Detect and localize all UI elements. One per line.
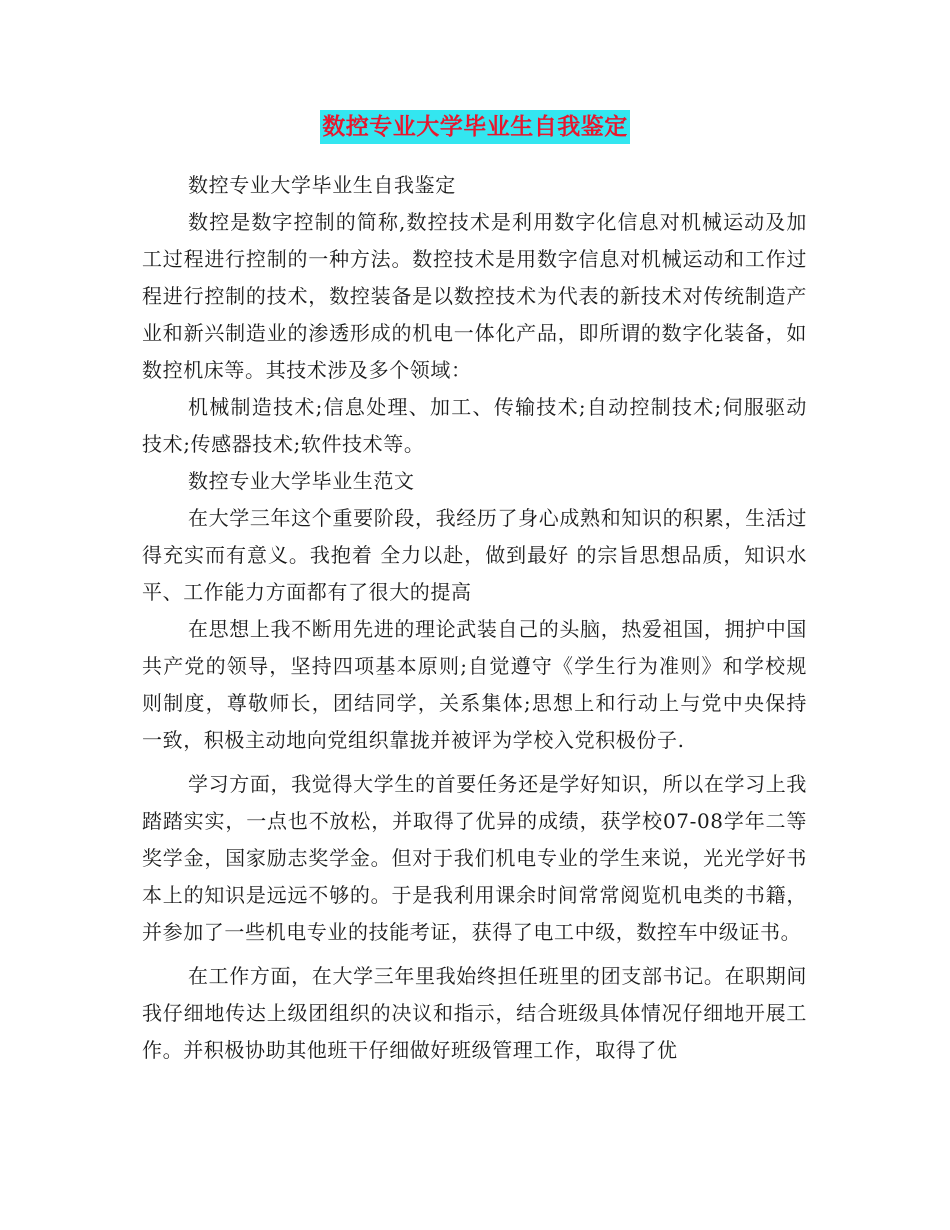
paragraph-intro: 在大学三年这个重要阶段，我经历了身心成熟和知识的积累，生活过得充实而有意义。我抱着 全力以赴，做到最好 的宗旨思想品质，知识水平、工作能力方面都有了很大的提高 (142, 506, 807, 604)
paragraph-sample-heading: 数控专业大学毕业生范文 (188, 469, 415, 493)
paragraph-study: 学习方面，我觉得大学生的首要任务还是学好知识，所以在学习上我踏踏实实，一点也不放松，并取得了优异的成绩，获学校07-08学年二等奖学金，国家励志奖学金。但对于我们机电专业的学生来说，光光学好书本上的知识是远远不够的。于是我利用课余时间常常阅览机电类的书籍，并参加了一些机电专业的技能考证，获得了电工中级，数控车中级证书。 (142, 772, 807, 944)
paragraph-thought: 在思想上我不断用先进的理论武装自己的头脑，热爱祖国，拥护中国共产党的领导，坚持四项基本原则;自觉遵守《学生行为准则》和学校规则制度，尊敬师长，团结同学，关系集体;思想上和行动上与党中央保持一致，积极主动地向党组织靠拢并被评为学校入党积极份子. (142, 617, 807, 752)
document-title: 数控专业大学毕业生自我鉴定 (320, 110, 630, 144)
title-wrapper (0, 110, 950, 144)
paragraph-definition: 数控是数字控制的简称,数控技术是利用数字化信息对机械运动及加工过程进行控制的一种方法。数控技术是用数字信息对机械运动和工作过程进行控制的技术，数控装备是以数控技术为代表的新技术对传统制造产业和新兴制造业的渗透形成的机电一体化产品，即所谓的数字化装备，如数控机床等。其技术涉及多个领域： (142, 210, 807, 382)
document-body (142, 167, 807, 1069)
paragraph-heading: 数控专业大学毕业生自我鉴定 (188, 173, 456, 197)
paragraph-work: 在工作方面，在大学三年里我始终担任班里的团支部书记。在职期间我仔细地传达上级团组织的决议和指示，结合班级具体情况仔细地开展工作。并积极协助其他班干仔细做好班级管理工作，取得了优 (142, 964, 807, 1062)
paragraph-fields: 机械制造技术;信息处理、加工、传输技术;自动控制技术;伺服驱动技术;传感器技术;软件技术等。 (142, 395, 807, 456)
